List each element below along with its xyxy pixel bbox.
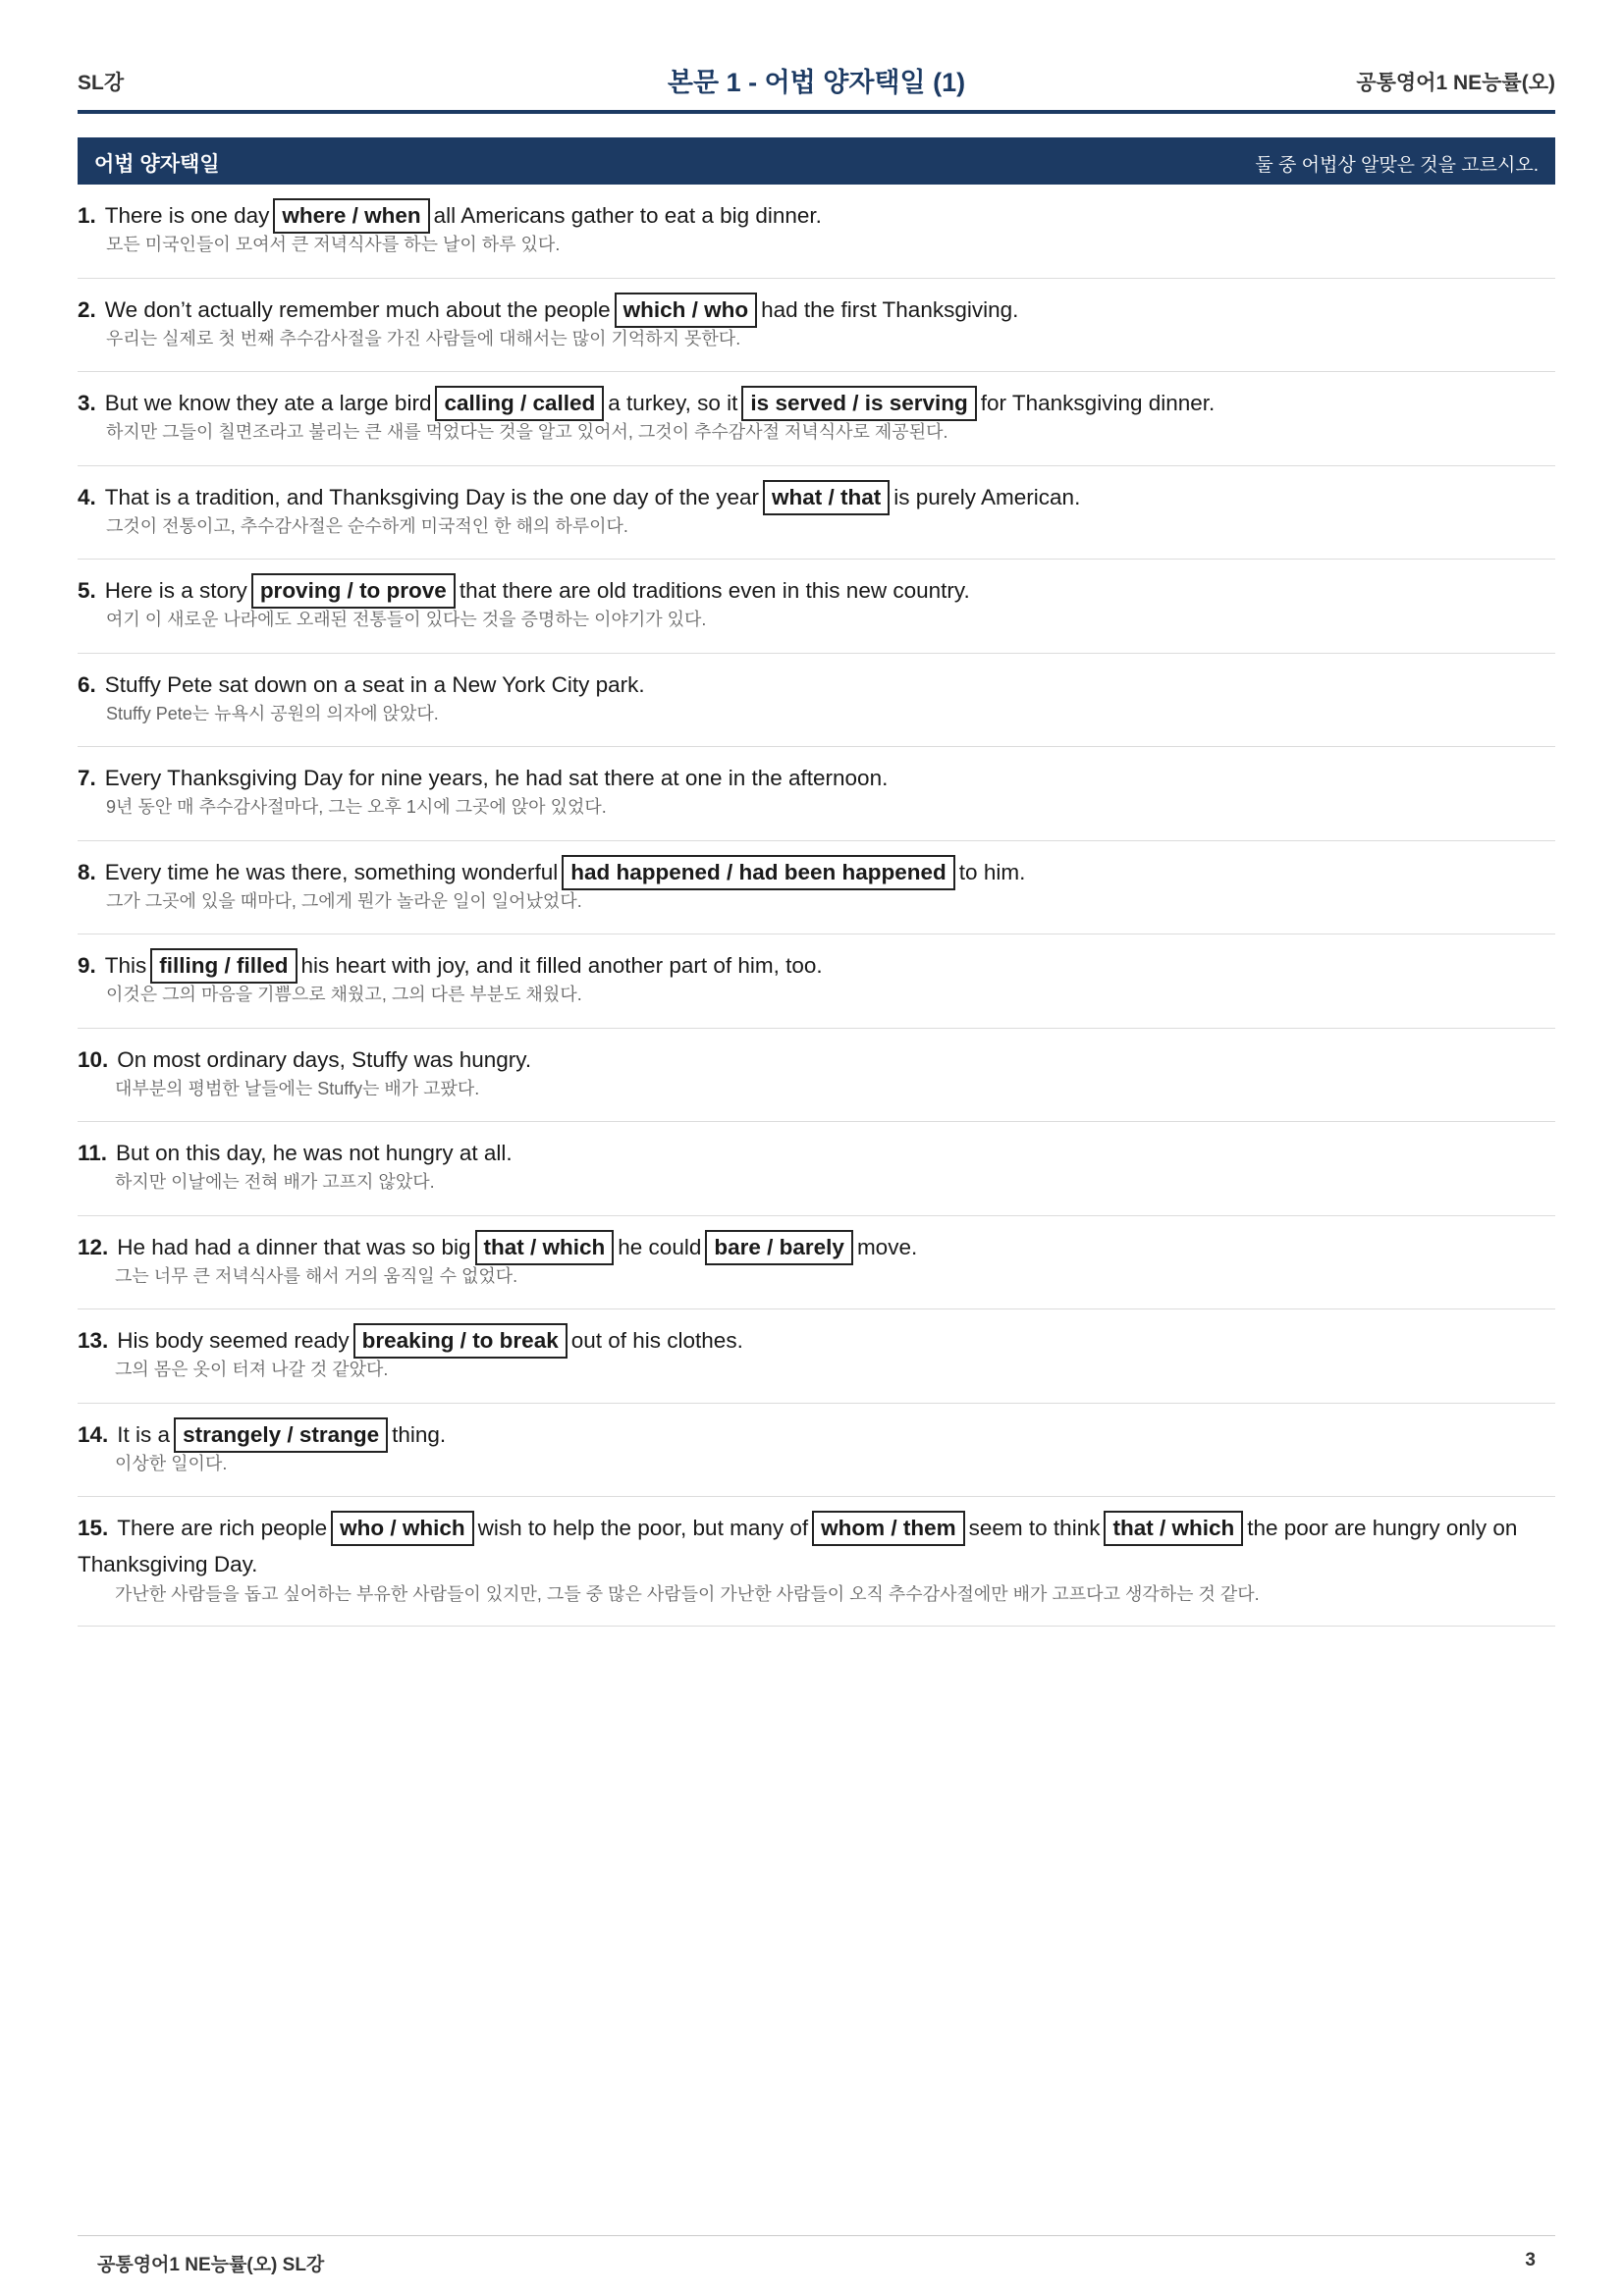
question-sentence [78,1322,1555,1359]
sentence-text: he could [618,1234,702,1259]
question-sentence [78,572,1555,609]
sentence-text: We don’t actually remember much about the people [104,296,611,322]
korean-translation: 그는 너무 큰 저녁식사를 해서 거의 움직일 수 없었다. [115,1265,518,1286]
question-item [78,1404,1555,1498]
choice-box[interactable]: whom / them [812,1511,965,1546]
choice-box[interactable]: which / who [615,293,758,328]
sentence-text: to him. [958,859,1026,884]
korean-translation: 하지만 이날에는 전혀 배가 고프지 않았다. [115,1172,435,1192]
choice-box[interactable]: that / which [475,1230,615,1265]
question-number: 4. [78,484,96,509]
sentence-text: There is one day [104,203,270,228]
section-title: 어법 양자택일 [94,153,220,176]
page-footer [78,2235,1555,2284]
question-number: 10. [78,1046,109,1072]
question-item [78,1216,1555,1310]
choice-box[interactable]: bare / barely [705,1230,853,1265]
korean-translation: 그의 몸은 옷이 터져 나갈 것 같았다. [115,1360,389,1379]
question-sentence [78,1416,1555,1453]
korean-translation: 가난한 사람들을 돕고 싶어하는 부유한 사람들이 있지만, 그들 중 많은 사람들이 가난한 사람들이 오직 추수감사절에만 배가 고프다고 생각하는 것 같다. [115,1584,1260,1604]
korean-translation: 모든 미국인들이 모여서 큰 저녁식사를 하는 날이 하루 있다. [106,235,561,254]
sentence-text: out of his clothes. [570,1328,743,1353]
page-title: 본문 1 - 어법 양자택일 (1) [667,68,966,97]
choice-box[interactable]: who / which [331,1511,474,1546]
question-number: 14. [78,1421,109,1447]
korean-translation: 이것은 그의 마음을 기쁨으로 채웠고, 그의 다른 부분도 채웠다. [106,985,582,1004]
page-number: 3 [1525,2250,1536,2270]
question-sentence [78,947,1555,984]
sentence-text: On most ordinary days, Stuffy was hungry. [117,1046,532,1072]
question-item [78,1122,1555,1216]
choice-box[interactable]: calling / called [435,386,604,421]
question-item [78,1497,1555,1627]
question-item [78,1309,1555,1404]
question-sentence [78,1041,1555,1078]
choice-box[interactable]: is served / is serving [741,386,976,421]
sentence-text: had the first Thanksgiving. [761,296,1019,322]
sentence-text: Stuffy Pete sat down on a seat in a New York City park. [104,671,645,697]
question-sentence [78,385,1555,421]
korean-translation: 여기 이 새로운 나라에도 오래된 전통들이 있다는 것을 증명하는 이야기가 있다. [106,610,707,629]
sentence-text: Here is a story [104,578,247,603]
question-sentence [78,479,1555,515]
korean-translation: 우리는 실제로 첫 번째 추수감사절을 가진 사람들에 대해서는 많이 기억하지 못한다. [106,328,741,348]
choice-box[interactable]: strangely / strange [174,1417,388,1453]
sentence-text: But on this day, he was not hungry at all. [116,1141,513,1165]
section-header-bar [78,137,1555,185]
header-course-label: SL강 [78,72,125,94]
question-sentence [78,760,1555,796]
choice-box[interactable]: that / which [1104,1511,1243,1546]
sentence-text: That is a tradition, and Thanksgiving Day is the one day of the year [104,484,759,509]
question-item [78,841,1555,935]
sentence-text: His body seemed ready [117,1328,350,1353]
sentence-text: This [104,953,147,978]
korean-translation: Stuffy Pete는 뉴욕시 공원의 의자에 앉았다. [106,703,439,723]
question-item [78,279,1555,373]
question-item [78,372,1555,466]
sentence-text: all Americans gather to eat a big dinner. [433,203,822,228]
footer-label: 공통영어1 NE능률(오) SL강 [97,2255,325,2275]
sentence-text: seem to think [968,1516,1101,1540]
question-sentence [78,1135,1555,1171]
choice-box[interactable]: filling / filled [150,948,297,984]
question-item [78,654,1555,748]
question-item [78,466,1555,561]
question-list [78,185,1555,1627]
korean-translation: 9년 동안 매 추수감사절마다, 그는 오후 1시에 그곳에 앉아 있었다. [106,797,607,817]
sentence-text: that there are old traditions even in this new country. [459,578,970,603]
sentence-text: his heart with joy, and it filled another part of him, too. [300,953,823,978]
sentence-text: It is a [117,1421,171,1447]
question-number: 6. [78,671,96,697]
sentence-text: Every Thanksgiving Day for nine years, he had sat there at one in the afternoon. [104,766,889,790]
korean-translation: 그가 그곳에 있을 때마다, 그에게 뭔가 놀라운 일이 일어났었다. [106,890,582,911]
question-number: 9. [78,953,96,978]
korean-translation: 하지만 그들이 칠면조라고 불리는 큰 새를 먹었다는 것을 알고 있어서, 그것이 추수감사절 저녁식사로 제공된다. [106,422,948,442]
question-number: 2. [78,296,96,322]
korean-translation: 이상한 일이다. [115,1453,228,1473]
choice-box[interactable]: proving / to prove [251,573,456,609]
question-item [78,185,1555,279]
choice-box[interactable]: what / that [763,480,890,515]
question-number: 5. [78,578,96,603]
choice-box[interactable]: had happened / had been happened [562,855,955,890]
sentence-text: is purely American. [893,484,1081,509]
choice-box[interactable]: breaking / to break [353,1323,568,1359]
question-item [78,560,1555,654]
sentence-text: Every time he was there, something wonderful [104,859,559,884]
sentence-text: thing. [392,1421,447,1447]
sentence-text: move. [856,1234,918,1259]
question-sentence [78,854,1555,890]
header-textbook-label: 공통영어1 NE능률(오) [1356,72,1555,94]
korean-translation: 대부분의 평범한 날들에는 Stuffy는 배가 고팠다. [115,1078,480,1098]
question-sentence [78,292,1555,328]
sentence-text: He had had a dinner that was so big [117,1234,471,1259]
sentence-text: for Thanksgiving dinner. [980,391,1216,415]
question-item [78,934,1555,1029]
question-sentence [78,667,1555,703]
question-sentence [78,197,1555,234]
choice-box[interactable]: where / when [273,198,429,234]
question-number: 3. [78,391,96,415]
question-item [78,1029,1555,1123]
question-sentence [78,1229,1555,1265]
question-number: 1. [78,203,96,228]
section-instruction: 둘 중 어법상 알맞은 것을 고르시오. [1255,155,1539,176]
sentence-text: a turkey, so it [608,391,738,415]
question-number: 7. [78,766,96,790]
question-number: 11. [78,1141,108,1165]
sentence-text: But we know they ate a large bird [104,391,432,415]
korean-translation: 그것이 전통이고, 추수감사절은 순수하게 미국적인 한 해의 하루이다. [106,515,628,536]
question-number: 13. [78,1328,109,1353]
sentence-text: wish to help the poor, but many of [477,1516,809,1540]
question-number: 8. [78,859,96,884]
question-number: 15. [78,1516,109,1540]
sentence-text: There are rich people [117,1516,328,1540]
sentence-text: the poor are hungry only on Thanksgiving Day. [78,1516,1518,1576]
question-item [78,747,1555,841]
question-number: 12. [78,1234,109,1259]
question-sentence [78,1510,1555,1582]
page-header [78,59,1555,114]
